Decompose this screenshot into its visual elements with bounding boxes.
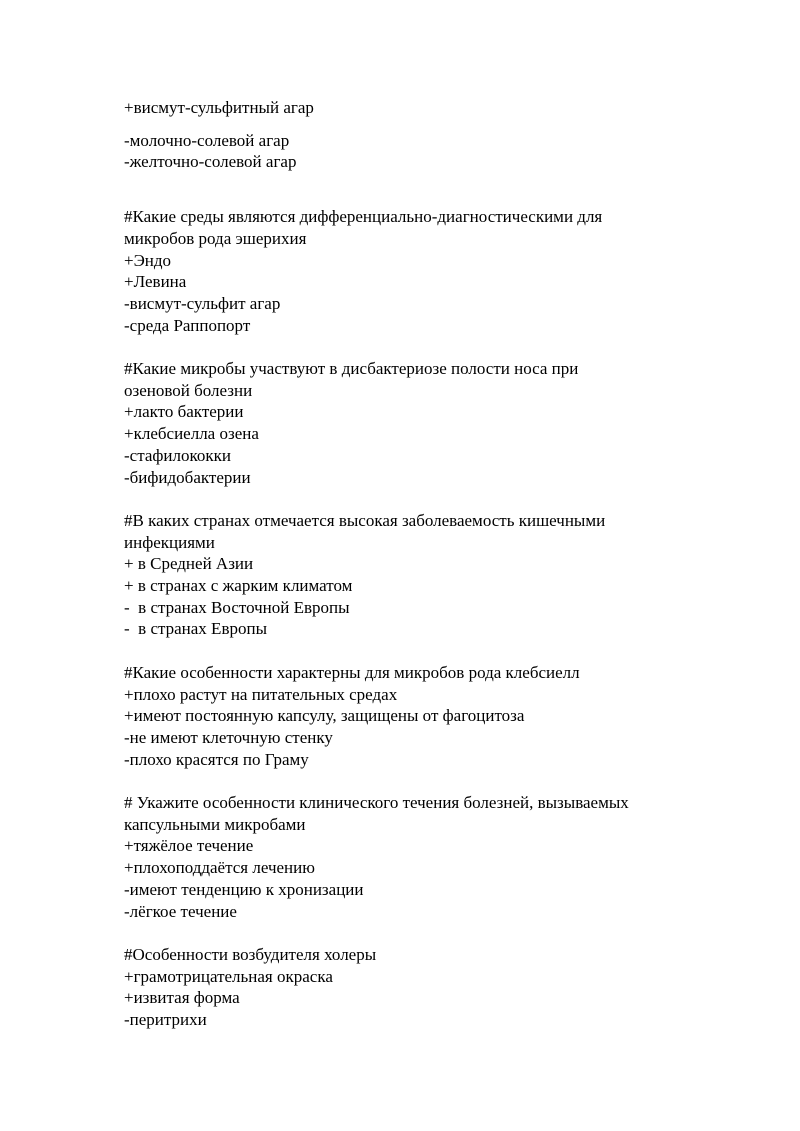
answer-option: +извитая форма: [124, 988, 240, 1008]
answer-option: -имеют тенденцию к хронизации: [124, 879, 364, 899]
answer-option: - в странах Европы: [124, 619, 267, 639]
answer-option: + в странах с жарким климатом: [124, 576, 353, 596]
question-text: #В каких странах отмечается высокая заболеваемость кишечными: [124, 510, 606, 530]
question-text: #Какие особенности характерны для микробов рода клебсиелл: [124, 662, 580, 682]
answer-option: -стафилококки: [124, 445, 231, 465]
spacer: [124, 336, 724, 358]
spacer: [124, 488, 724, 510]
answer-option: +лакто бактерии: [124, 402, 244, 422]
answer-option: +клебсиелла озена: [124, 424, 259, 444]
answer-option: - в странах Восточной Европы: [124, 597, 350, 617]
answer-option: +плохо растут на питательных средах: [124, 684, 398, 704]
question-text: #Особенности возбудителя холеры: [124, 944, 377, 964]
answer-option: -не имеют клеточную стенку: [124, 727, 333, 747]
question-text: # Укажите особенности клинического течения болезней, вызываемых: [124, 793, 629, 813]
question-text: #Какие среды являются дифференциально-диагностическими для: [124, 207, 603, 227]
spacer: [124, 770, 724, 792]
answer-option: -бифидобактерии: [124, 467, 251, 487]
answer-option: +плохоподдаётся лечению: [124, 858, 315, 878]
answer-option: +имеют постоянную капсулу, защищены от фагоцитоза: [124, 706, 525, 726]
spacer: [124, 640, 724, 662]
answer-option: -перитрихи: [124, 1010, 207, 1030]
answer-option: -висмут-сульфит агар: [124, 293, 281, 313]
answer-option: -плохо красятся по Граму: [124, 749, 309, 769]
intro-line: -молочно-солевой агар: [124, 130, 290, 150]
answer-option: -среда Раппопорт: [124, 315, 251, 335]
answer-option: + в Средней Азии: [124, 554, 254, 574]
answer-option: +тяжёлое течение: [124, 836, 254, 856]
question-text: микробов рода эшерихия: [124, 228, 307, 248]
question-text: инфекциями: [124, 532, 215, 552]
intro-first-line: +висмут-сульфитный агар: [124, 98, 314, 117]
spacer: [124, 173, 724, 206]
question-text: капсульными микробами: [124, 814, 306, 834]
question-text: озеновой болезни: [124, 380, 253, 400]
answer-option: +Левина: [124, 272, 187, 292]
answer-option: +Эндо: [124, 250, 172, 270]
intro-line: -желточно-солевой агар: [124, 152, 297, 172]
document-text: [124, 97, 724, 1031]
question-text: #Какие микробы участвуют в дисбактериозе полости носа при: [124, 359, 579, 379]
answer-option: -лёгкое течение: [124, 901, 237, 921]
answer-option: +грамотрицательная окраска: [124, 966, 333, 986]
spacer: [124, 119, 724, 130]
spacer: [124, 922, 724, 944]
